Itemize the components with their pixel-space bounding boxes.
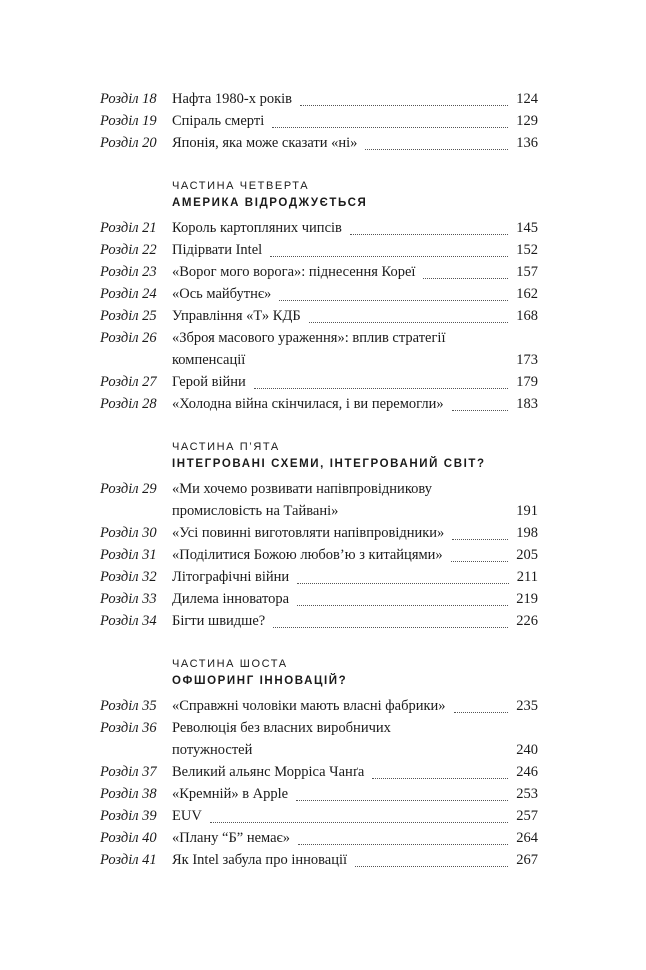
- chapter-title-line: Спіраль смерті: [172, 113, 265, 129]
- page-number: 205: [516, 547, 538, 563]
- chapter-title: [172, 305, 538, 327]
- part-label: ЧАСТИНА П’ЯТА: [172, 441, 280, 453]
- page-number: 183: [516, 396, 538, 412]
- chapter-number: Розділ 22: [100, 242, 157, 258]
- chapter-title-line: «Справжні чоловіки мають власні фабрики»: [172, 698, 446, 714]
- chapter-title-line: Літографічні війни: [172, 569, 290, 585]
- chapter-number: Розділ 23: [100, 264, 157, 280]
- dot-leader: [296, 800, 508, 801]
- chapter-title-line: «Плану “Б” немає»: [172, 830, 291, 846]
- toc-entry: [100, 522, 538, 544]
- chapter-title: [172, 827, 538, 849]
- page-number: 129: [516, 113, 538, 129]
- page-number: 240: [516, 742, 538, 758]
- page-number: 198: [516, 525, 538, 541]
- chapter-title-line: Японія, яка може сказати «ні»: [172, 135, 358, 151]
- chapter-title: [172, 588, 538, 610]
- part-title: АМЕРИКА ВІДРОДЖУЄТЬСЯ: [172, 197, 368, 209]
- chapter-number: Розділ 35: [100, 698, 157, 714]
- page-number: 246: [516, 764, 538, 780]
- toc-entry: [100, 283, 538, 305]
- chapter-title-line: Король картопляних чипсів: [172, 220, 342, 236]
- chapter-number: Розділ 33: [100, 591, 157, 607]
- chapter-title-line: «Ми хочемо розвивати напівпровідникову: [172, 481, 432, 497]
- chapter-number: Розділ 36: [100, 720, 157, 736]
- toc-entry: [100, 88, 538, 110]
- chapter-title: [172, 371, 538, 393]
- dot-leader: [355, 866, 508, 867]
- toc-entry: [100, 805, 538, 827]
- part-heading: [172, 632, 538, 695]
- part-title: ІНТЕГРОВАНІ СХЕМИ, ІНТЕГРОВАНИЙ СВІТ?: [172, 458, 486, 470]
- toc-entry: [100, 327, 538, 371]
- dot-leader: [454, 712, 509, 713]
- chapter-number: Розділ 37: [100, 764, 157, 780]
- toc-entry: [100, 217, 538, 239]
- chapter-title-line: компенсації: [172, 352, 246, 368]
- toc-entry: [100, 371, 538, 393]
- chapter-title: [172, 849, 538, 871]
- chapter-number: Розділ 39: [100, 808, 157, 824]
- chapter-title-line: промисловість на Тайвані»: [172, 503, 339, 519]
- page-number: 226: [516, 613, 538, 629]
- chapter-number: Розділ 30: [100, 525, 157, 541]
- dot-leader: [297, 583, 509, 584]
- page-number: 257: [516, 808, 538, 824]
- page-number: 219: [516, 591, 538, 607]
- chapter-title: [172, 110, 538, 132]
- dot-leader: [452, 539, 508, 540]
- chapter-title: [172, 761, 538, 783]
- toc-entry: [100, 132, 538, 154]
- toc-entry: [100, 261, 538, 283]
- dot-leader: [372, 778, 508, 779]
- chapter-title: [172, 239, 538, 261]
- page-number: 162: [516, 286, 538, 302]
- dot-leader: [350, 234, 508, 235]
- chapter-title: [172, 805, 538, 827]
- chapter-title-line: «Ось майбутнє»: [172, 286, 272, 302]
- chapter-number: Розділ 38: [100, 786, 157, 802]
- chapter-number: Розділ 34: [100, 613, 157, 629]
- page-number: 191: [516, 503, 538, 519]
- chapter-title: [172, 393, 538, 415]
- chapter-number: Розділ 28: [100, 396, 157, 412]
- table-of-contents: [100, 88, 538, 871]
- chapter-title: [172, 261, 538, 283]
- toc-entry: [100, 393, 538, 415]
- dot-leader: [279, 300, 508, 301]
- chapter-title-line: «Ворог мого ворога»: піднесення Кореї: [172, 264, 416, 280]
- part-label: ЧАСТИНА ШОСТА: [172, 658, 288, 670]
- toc-entry: [100, 588, 538, 610]
- chapter-title-line: EUV: [172, 808, 202, 824]
- chapter-number: Розділ 26: [100, 330, 157, 346]
- page-number: 179: [516, 374, 538, 390]
- dot-leader: [300, 105, 508, 106]
- toc-entry: [100, 566, 538, 588]
- chapter-title: [172, 478, 538, 522]
- chapter-title: [172, 717, 538, 761]
- part-heading: [172, 154, 538, 217]
- chapter-number: Розділ 40: [100, 830, 157, 846]
- toc-entry: [100, 849, 538, 871]
- chapter-title-line: «Поділитися Божою любов’ю з китайцями»: [172, 547, 443, 563]
- dot-leader: [309, 322, 509, 323]
- chapter-title-line: Управління «Т» КДБ: [172, 308, 301, 324]
- page-number: 267: [516, 852, 538, 868]
- page-number: 145: [516, 220, 538, 236]
- page-number: 173: [516, 352, 538, 368]
- toc-entry: [100, 827, 538, 849]
- chapter-title-line: Революція без власних виробничих: [172, 720, 391, 736]
- dot-leader: [270, 256, 508, 257]
- chapter-title-line: Як Intel забула про інновації: [172, 852, 348, 868]
- page-number: 253: [516, 786, 538, 802]
- chapter-title-line: Великий альянс Морріса Чанґа: [172, 764, 365, 780]
- chapter-title-line: Герой війни: [172, 374, 246, 390]
- part-heading: [172, 415, 538, 478]
- chapter-number: Розділ 20: [100, 135, 157, 151]
- chapter-number: Розділ 19: [100, 113, 157, 129]
- chapter-number: Розділ 24: [100, 286, 157, 302]
- page-number: 264: [516, 830, 538, 846]
- chapter-title-line: «Кремній» в Apple: [172, 786, 289, 802]
- dot-leader: [297, 605, 508, 606]
- toc-entry: [100, 544, 538, 566]
- dot-leader: [254, 388, 508, 389]
- chapter-number: Розділ 29: [100, 481, 157, 497]
- toc-entry: [100, 783, 538, 805]
- chapter-title: [172, 566, 538, 588]
- dot-leader: [272, 127, 508, 128]
- chapter-title: [172, 783, 538, 805]
- chapter-title-line: «Холодна війна скінчилася, і ви перемогли»: [172, 396, 444, 412]
- chapter-number: Розділ 21: [100, 220, 157, 236]
- chapter-title: [172, 610, 538, 632]
- chapter-title-line: «Усі повинні виготовляти напівпровідники»: [172, 525, 445, 541]
- toc-entry: [100, 239, 538, 261]
- chapter-number: Розділ 27: [100, 374, 157, 390]
- chapter-title-line: Нафта 1980-х років: [172, 91, 293, 107]
- chapter-title-line: потужностей: [172, 742, 253, 758]
- page-number: 136: [516, 135, 538, 151]
- part-title: ОФШОРИНГ ІННОВАЦІЙ?: [172, 675, 348, 687]
- dot-leader: [452, 410, 509, 411]
- chapter-title-line: Підірвати Intel: [172, 242, 263, 258]
- page-number: 168: [516, 308, 538, 324]
- toc-entry: [100, 761, 538, 783]
- chapter-title: [172, 283, 538, 305]
- page-number: 124: [516, 91, 538, 107]
- page-number: 235: [516, 698, 538, 714]
- toc-entry: [100, 610, 538, 632]
- chapter-title: [172, 327, 538, 371]
- toc-entry: [100, 478, 538, 522]
- dot-leader: [365, 149, 508, 150]
- chapter-number: Розділ 31: [100, 547, 157, 563]
- dot-leader: [298, 844, 508, 845]
- chapter-title-line: «Зброя масового ураження»: вплив стратегії: [172, 330, 446, 346]
- chapter-title: [172, 544, 538, 566]
- chapter-number: Розділ 41: [100, 852, 157, 868]
- chapter-title: [172, 695, 538, 717]
- page-number: 211: [516, 569, 538, 585]
- chapter-number: Розділ 25: [100, 308, 157, 324]
- toc-entry: [100, 717, 538, 761]
- chapter-title-line: Бігти швидше?: [172, 613, 266, 629]
- chapter-title: [172, 217, 538, 239]
- dot-leader: [273, 627, 508, 628]
- chapter-title: [172, 522, 538, 544]
- toc-entry: [100, 110, 538, 132]
- dot-leader: [451, 561, 509, 562]
- part-label: ЧАСТИНА ЧЕТВЕРТА: [172, 180, 310, 192]
- chapter-title: [172, 88, 538, 110]
- chapter-number: Розділ 32: [100, 569, 157, 585]
- chapter-title-line: Дилема інноватора: [172, 591, 290, 607]
- page-number: 157: [516, 264, 538, 280]
- chapter-title: [172, 132, 538, 154]
- page-number: 152: [516, 242, 538, 258]
- dot-leader: [423, 278, 508, 279]
- toc-entry: [100, 305, 538, 327]
- chapter-number: Розділ 18: [100, 91, 157, 107]
- toc-entry: [100, 695, 538, 717]
- dot-leader: [210, 822, 508, 823]
